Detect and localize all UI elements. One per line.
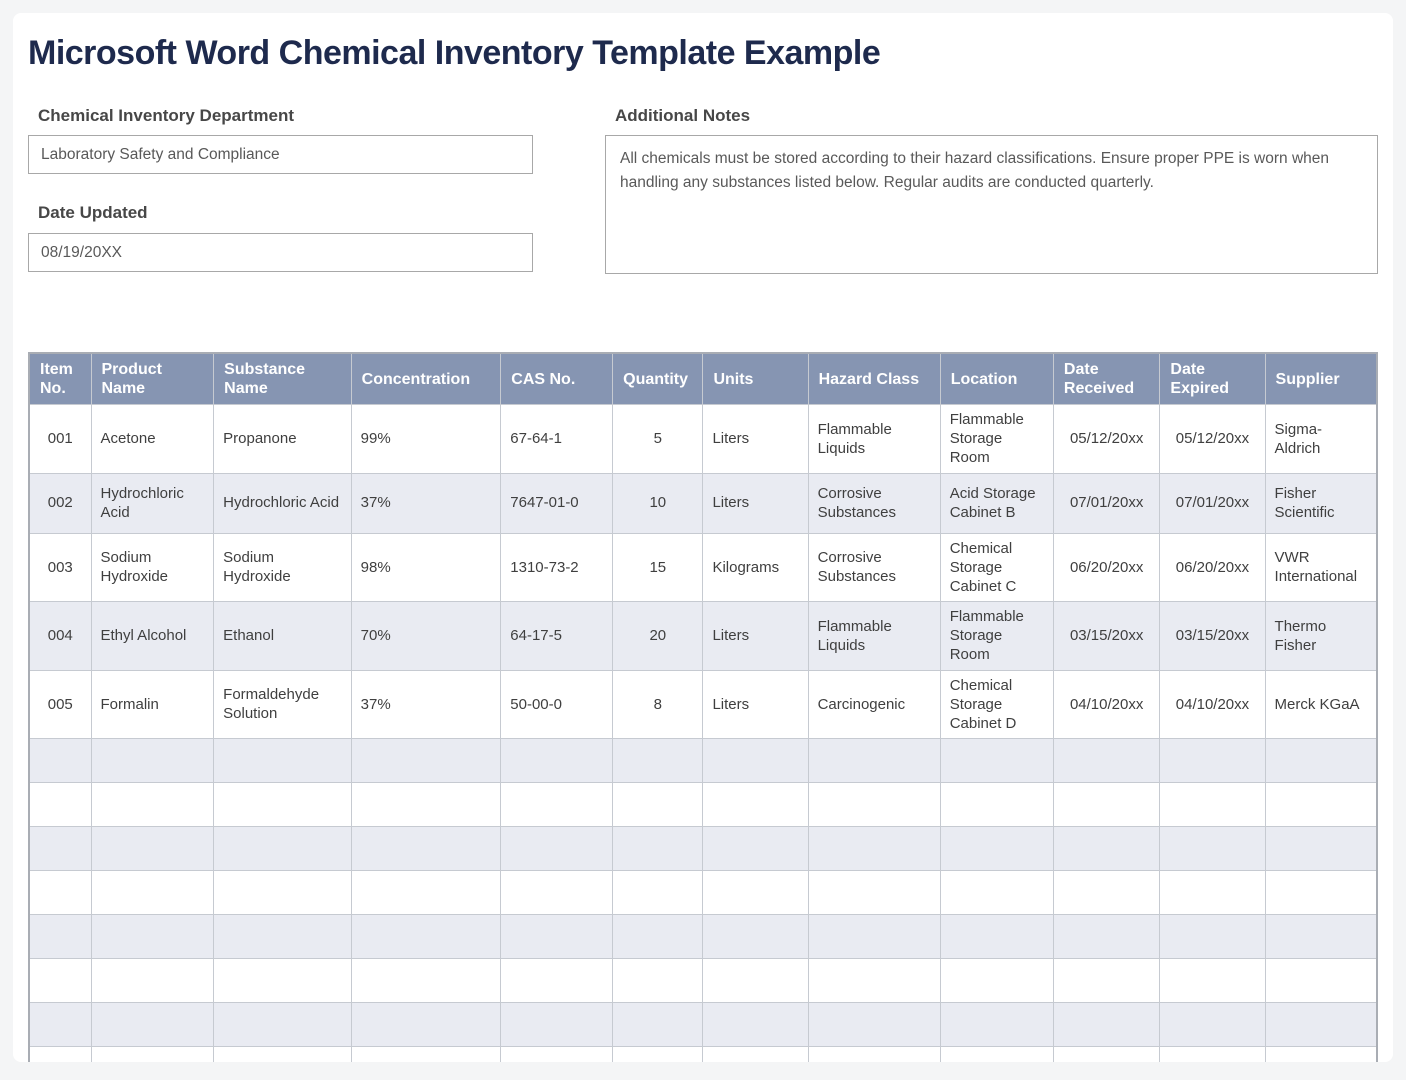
empty-cell-product-name[interactable] <box>91 739 214 783</box>
additional-notes-field[interactable]: All chemicals must be stored according to their hazard classifications. Ensure proper PPE is worn when handling any substances listed below. Regular audits are conducted quarterly. <box>605 135 1378 274</box>
cell-item-no[interactable]: 003 <box>29 533 91 602</box>
empty-cell-product-name[interactable] <box>91 959 214 1003</box>
empty-cell-date-received[interactable] <box>1053 827 1159 871</box>
empty-cell-cas-no[interactable] <box>501 871 613 915</box>
cell-date-expired[interactable]: 04/10/20xx <box>1160 670 1265 739</box>
empty-cell-item-no[interactable] <box>29 739 91 783</box>
empty-cell-product-name[interactable] <box>91 827 214 871</box>
cell-substance-name[interactable]: Ethanol <box>214 602 351 671</box>
empty-cell-quantity[interactable] <box>613 1003 703 1047</box>
empty-cell-location[interactable] <box>940 1047 1053 1062</box>
form-left-column <box>28 107 533 275</box>
col-header-concentration: Concentration <box>351 353 501 404</box>
empty-cell-product-name[interactable] <box>91 1047 214 1062</box>
col-header-substance-name: Substance Name <box>214 353 351 404</box>
empty-table-row <box>29 739 1377 783</box>
empty-cell-product-name[interactable] <box>91 871 214 915</box>
empty-cell-units[interactable] <box>703 1047 808 1062</box>
empty-cell-cas-no[interactable] <box>501 1047 613 1062</box>
empty-cell-concentration[interactable] <box>351 1047 501 1062</box>
cell-supplier[interactable]: VWR International <box>1265 533 1377 602</box>
cell-quantity[interactable]: 20 <box>613 602 703 671</box>
empty-cell-cas-no[interactable] <box>501 915 613 959</box>
empty-cell-date-expired[interactable] <box>1160 827 1265 871</box>
empty-cell-quantity[interactable] <box>613 959 703 1003</box>
cell-product-name[interactable]: Formalin <box>91 670 214 739</box>
empty-cell-substance-name[interactable] <box>214 827 351 871</box>
empty-cell-location[interactable] <box>940 959 1053 1003</box>
date-updated-field[interactable]: 08/19/20XX <box>28 233 533 272</box>
empty-cell-concentration[interactable] <box>351 827 501 871</box>
empty-cell-concentration[interactable] <box>351 959 501 1003</box>
empty-cell-supplier[interactable] <box>1265 1003 1377 1047</box>
table-row <box>29 670 1377 739</box>
cell-cas-no[interactable]: 64-17-5 <box>501 602 613 671</box>
cell-hazard-class[interactable]: Corrosive Substances <box>808 533 940 602</box>
empty-cell-supplier[interactable] <box>1265 1047 1377 1062</box>
empty-cell-date-expired[interactable] <box>1160 1047 1265 1062</box>
empty-cell-supplier[interactable] <box>1265 871 1377 915</box>
empty-cell-concentration[interactable] <box>351 783 501 827</box>
empty-cell-substance-name[interactable] <box>214 959 351 1003</box>
cell-substance-name[interactable]: Propanone <box>214 404 351 473</box>
cell-concentration[interactable]: 37% <box>351 473 501 533</box>
empty-cell-quantity[interactable] <box>613 827 703 871</box>
col-header-date-received: Date Received <box>1053 353 1159 404</box>
cell-units[interactable]: Liters <box>703 473 808 533</box>
empty-cell-product-name[interactable] <box>91 783 214 827</box>
empty-cell-hazard-class[interactable] <box>808 959 940 1003</box>
cell-supplier[interactable]: Thermo Fisher <box>1265 602 1377 671</box>
cell-product-name[interactable]: Acetone <box>91 404 214 473</box>
cell-quantity[interactable]: 8 <box>613 670 703 739</box>
table-header-row <box>29 353 1377 404</box>
cell-date-expired[interactable]: 07/01/20xx <box>1160 473 1265 533</box>
department-label: Chemical Inventory Department <box>38 105 295 125</box>
empty-cell-item-no[interactable] <box>29 915 91 959</box>
empty-cell-concentration[interactable] <box>351 915 501 959</box>
cell-date-expired[interactable]: 06/20/20xx <box>1160 533 1265 602</box>
empty-cell-date-expired[interactable] <box>1160 959 1265 1003</box>
cell-units[interactable]: Liters <box>703 404 808 473</box>
table-row <box>29 404 1377 473</box>
cell-substance-name[interactable]: Hydrochloric Acid <box>214 473 351 533</box>
cell-concentration[interactable]: 37% <box>351 670 501 739</box>
table-row <box>29 533 1377 602</box>
empty-cell-date-received[interactable] <box>1053 959 1159 1003</box>
empty-cell-units[interactable] <box>703 739 808 783</box>
cell-substance-name[interactable]: Sodium Hydroxide <box>214 533 351 602</box>
empty-cell-date-expired[interactable] <box>1160 915 1265 959</box>
empty-cell-cas-no[interactable] <box>501 827 613 871</box>
empty-table-row <box>29 871 1377 915</box>
cell-quantity[interactable]: 5 <box>613 404 703 473</box>
empty-table-row <box>29 1047 1377 1062</box>
cell-location[interactable]: Chemical Storage Cabinet C <box>940 533 1053 602</box>
empty-cell-cas-no[interactable] <box>501 783 613 827</box>
empty-cell-date-expired[interactable] <box>1160 1003 1265 1047</box>
table-row <box>29 602 1377 671</box>
empty-cell-item-no[interactable] <box>29 783 91 827</box>
cell-location[interactable]: Acid Storage Cabinet B <box>940 473 1053 533</box>
empty-cell-location[interactable] <box>940 871 1053 915</box>
empty-cell-substance-name[interactable] <box>214 1003 351 1047</box>
cell-cas-no[interactable]: 7647-01-0 <box>501 473 613 533</box>
empty-cell-location[interactable] <box>940 1003 1053 1047</box>
form-right-column <box>605 107 1378 275</box>
cell-date-expired[interactable]: 03/15/20xx <box>1160 602 1265 671</box>
date-updated-label: Date Updated <box>38 203 148 223</box>
empty-cell-date-expired[interactable] <box>1160 739 1265 783</box>
empty-cell-hazard-class[interactable] <box>808 871 940 915</box>
empty-cell-cas-no[interactable] <box>501 739 613 783</box>
empty-cell-cas-no[interactable] <box>501 959 613 1003</box>
empty-cell-supplier[interactable] <box>1265 783 1377 827</box>
empty-cell-date-received[interactable] <box>1053 739 1159 783</box>
additional-notes-label: Additional Notes <box>615 105 751 125</box>
empty-cell-concentration[interactable] <box>351 871 501 915</box>
empty-cell-units[interactable] <box>703 783 808 827</box>
cell-date-received[interactable]: 03/15/20xx <box>1053 602 1159 671</box>
cell-location[interactable]: Chemical Storage Cabinet D <box>940 670 1053 739</box>
cell-hazard-class[interactable]: Flammable Liquids <box>808 602 940 671</box>
empty-table-row <box>29 959 1377 1003</box>
cell-concentration[interactable]: 70% <box>351 602 501 671</box>
empty-cell-hazard-class[interactable] <box>808 1047 940 1062</box>
empty-cell-substance-name[interactable] <box>214 871 351 915</box>
empty-cell-substance-name[interactable] <box>214 915 351 959</box>
empty-cell-quantity[interactable] <box>613 783 703 827</box>
cell-product-name[interactable]: Sodium Hydroxide <box>91 533 214 602</box>
chemical-inventory-table <box>28 352 1378 1062</box>
cell-item-no[interactable]: 001 <box>29 404 91 473</box>
empty-cell-product-name[interactable] <box>91 915 214 959</box>
empty-cell-item-no[interactable] <box>29 1047 91 1062</box>
empty-cell-quantity[interactable] <box>613 871 703 915</box>
cell-hazard-class[interactable]: Flammable Liquids <box>808 404 940 473</box>
cell-date-received[interactable]: 04/10/20xx <box>1053 670 1159 739</box>
empty-cell-date-expired[interactable] <box>1160 783 1265 827</box>
cell-concentration[interactable]: 98% <box>351 533 501 602</box>
cell-units[interactable]: Kilograms <box>703 533 808 602</box>
cell-location[interactable]: Flammable Storage Room <box>940 404 1053 473</box>
empty-cell-date-expired[interactable] <box>1160 871 1265 915</box>
empty-cell-units[interactable] <box>703 959 808 1003</box>
empty-cell-date-received[interactable] <box>1053 871 1159 915</box>
cell-hazard-class[interactable]: Carcinogenic <box>808 670 940 739</box>
empty-cell-substance-name[interactable] <box>214 783 351 827</box>
cell-item-no[interactable]: 005 <box>29 670 91 739</box>
col-header-product-name: Product Name <box>91 353 214 404</box>
col-header-quantity: Quantity <box>613 353 703 404</box>
cell-supplier[interactable]: Merck KGaA <box>1265 670 1377 739</box>
empty-cell-supplier[interactable] <box>1265 915 1377 959</box>
empty-cell-item-no[interactable] <box>29 827 91 871</box>
empty-cell-product-name[interactable] <box>91 1003 214 1047</box>
cell-quantity[interactable]: 15 <box>613 533 703 602</box>
empty-cell-hazard-class[interactable] <box>808 783 940 827</box>
page-title: Microsoft Word Chemical Inventory Template Example <box>28 34 881 72</box>
empty-cell-substance-name[interactable] <box>214 739 351 783</box>
cell-units[interactable]: Liters <box>703 602 808 671</box>
empty-table-row <box>29 915 1377 959</box>
empty-cell-location[interactable] <box>940 915 1053 959</box>
empty-cell-location[interactable] <box>940 827 1053 871</box>
table-row <box>29 473 1377 533</box>
cell-cas-no[interactable]: 67-64-1 <box>501 404 613 473</box>
cell-quantity[interactable]: 10 <box>613 473 703 533</box>
empty-cell-quantity[interactable] <box>613 739 703 783</box>
empty-cell-units[interactable] <box>703 827 808 871</box>
cell-date-expired[interactable]: 05/12/20xx <box>1160 404 1265 473</box>
document-page <box>13 13 1393 1062</box>
empty-cell-date-received[interactable] <box>1053 1047 1159 1062</box>
cell-date-received[interactable]: 06/20/20xx <box>1053 533 1159 602</box>
form-section <box>28 107 1378 275</box>
cell-hazard-class[interactable]: Corrosive Substances <box>808 473 940 533</box>
empty-cell-item-no[interactable] <box>29 871 91 915</box>
empty-cell-item-no[interactable] <box>29 1003 91 1047</box>
empty-table-row <box>29 783 1377 827</box>
cell-supplier[interactable]: Fisher Scientific <box>1265 473 1377 533</box>
cell-concentration[interactable]: 99% <box>351 404 501 473</box>
col-header-supplier: Supplier <box>1265 353 1377 404</box>
cell-product-name[interactable]: Ethyl Alcohol <box>91 602 214 671</box>
empty-cell-units[interactable] <box>703 871 808 915</box>
cell-cas-no[interactable]: 1310-73-2 <box>501 533 613 602</box>
empty-cell-hazard-class[interactable] <box>808 1003 940 1047</box>
empty-cell-date-received[interactable] <box>1053 1003 1159 1047</box>
col-header-cas-no: CAS No. <box>501 353 613 404</box>
empty-cell-supplier[interactable] <box>1265 959 1377 1003</box>
empty-cell-cas-no[interactable] <box>501 1003 613 1047</box>
empty-cell-concentration[interactable] <box>351 1003 501 1047</box>
empty-cell-units[interactable] <box>703 1003 808 1047</box>
empty-cell-item-no[interactable] <box>29 959 91 1003</box>
empty-cell-location[interactable] <box>940 783 1053 827</box>
empty-cell-concentration[interactable] <box>351 739 501 783</box>
empty-cell-units[interactable] <box>703 915 808 959</box>
department-field[interactable]: Laboratory Safety and Compliance <box>28 135 533 174</box>
col-header-hazard-class: Hazard Class <box>808 353 940 404</box>
empty-cell-supplier[interactable] <box>1265 827 1377 871</box>
cell-supplier[interactable]: Sigma-Aldrich <box>1265 404 1377 473</box>
cell-cas-no[interactable]: 50-00-0 <box>501 670 613 739</box>
cell-date-received[interactable]: 05/12/20xx <box>1053 404 1159 473</box>
col-header-date-expired: Date Expired <box>1160 353 1265 404</box>
col-header-location: Location <box>940 353 1053 404</box>
empty-cell-quantity[interactable] <box>613 915 703 959</box>
empty-cell-hazard-class[interactable] <box>808 827 940 871</box>
empty-cell-hazard-class[interactable] <box>808 739 940 783</box>
empty-cell-date-received[interactable] <box>1053 915 1159 959</box>
col-header-item-no: Item No. <box>29 353 91 404</box>
empty-cell-location[interactable] <box>940 739 1053 783</box>
cell-date-received[interactable]: 07/01/20xx <box>1053 473 1159 533</box>
cell-location[interactable]: Flammable Storage Room <box>940 602 1053 671</box>
empty-cell-quantity[interactable] <box>613 1047 703 1062</box>
empty-cell-date-received[interactable] <box>1053 783 1159 827</box>
empty-cell-supplier[interactable] <box>1265 739 1377 783</box>
empty-cell-hazard-class[interactable] <box>808 915 940 959</box>
cell-units[interactable]: Liters <box>703 670 808 739</box>
empty-table-row <box>29 827 1377 871</box>
cell-item-no[interactable]: 004 <box>29 602 91 671</box>
cell-substance-name[interactable]: Formaldehyde Solution <box>214 670 351 739</box>
cell-product-name[interactable]: Hydrochloric Acid <box>91 473 214 533</box>
empty-table-row <box>29 1003 1377 1047</box>
cell-item-no[interactable]: 002 <box>29 473 91 533</box>
col-header-units: Units <box>703 353 808 404</box>
empty-cell-substance-name[interactable] <box>214 1047 351 1062</box>
